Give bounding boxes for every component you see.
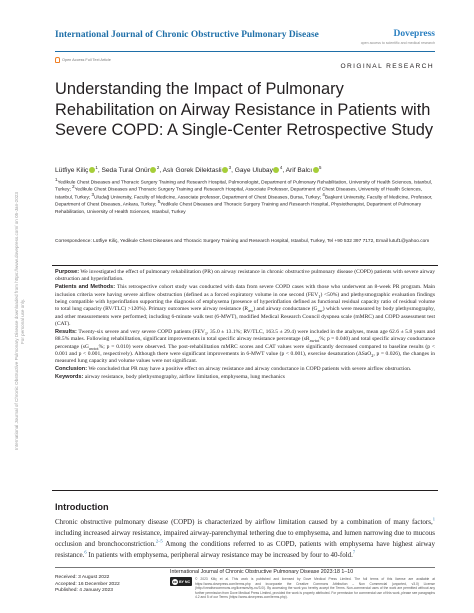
section-heading-introduction: Introduction (55, 502, 109, 512)
author-affiliation-mark: 4 (279, 164, 283, 170)
affiliation-text: Yedikule Chest Diseases and Thoracic Surgery Training and Research Hospital, Associate Professor, Department of Chest Diseases, University of Health Sciences, Istanbul, Turkey; (55, 187, 423, 201)
abstract-conclusion (55, 366, 435, 373)
citation-link[interactable]: 7 (352, 549, 356, 555)
author-affiliation-mark: 2 (156, 164, 160, 170)
citation-link[interactable]: 1 (432, 516, 435, 522)
results-text: , p = 0.026), the changes in measured lung capacity and volume values were not significant. (55, 351, 435, 365)
creative-commons-icon[interactable] (170, 577, 192, 586)
purpose-text: We investigated the effect of pulmonary rehabilitation (PR) on airway resistance in chronic obstructive pulmonary disease (COPD) patients with severe airway obstruction and hyperinflation. (55, 269, 435, 283)
affiliation-mark: 3 (91, 191, 94, 197)
citation-link[interactable]: 2–5 (155, 538, 163, 544)
introduction-text (55, 517, 435, 561)
methods-text: ) <50%) and plethysmographic evaluation findings being compatible with hyperinflation supporting the diagnosis of emphysema (presence of hyperinflation defined as functional residual capacity ratio of residual volume to total lung capacity (RV/TLC) >120%). Primary outcomes were airway resistance (R (55, 291, 435, 313)
results-text: %; p = 0.040) and total specific airway conductance percentage (sG (55, 336, 435, 350)
abstract-results (55, 329, 435, 366)
orcid-icon[interactable] (273, 167, 279, 173)
author-name[interactable]: Seda Tural Onür (101, 167, 150, 174)
abstract-purpose (55, 269, 435, 284)
abstract-keywords (55, 374, 435, 381)
subscript: awtot (88, 345, 99, 351)
subscript: 2 (371, 353, 374, 359)
affiliation-mark: 5 (157, 199, 161, 205)
author-name[interactable]: Aslı Gorek Dilektasli (162, 167, 222, 174)
affiliation-text: Uludağ University, Faculty of Medicine, Associate professor, Department of Chest Diseases, Bursa, Turkey; (93, 195, 323, 201)
subscript: 1 (318, 293, 321, 299)
subscript: aw (248, 308, 254, 314)
author-affiliation-mark: 3 (228, 164, 232, 170)
license-text: © 2023 Kiliç et al. This work is published and licensed by Dove Medical Press Limited. The full terms of this license are available at https://www.dovepress.com/terms.php and incorporate the Creative Commons Attribution – Non Commercial (unported, v3.0) License (http://creativecommons.org/licenses/by-nc/3.0/). By accessing the work you hereby accept the Terms. Non-commercial uses of the work are permitted without any further permission from Dove Medical Press Limited, provided the work is properly attributed. For permission for commercial use of this work, please see paragraphs 4.2 and 5 of our Terms (https://www.dovepress.com/terms.php). (195, 577, 435, 599)
results-text: Twenty-six severe and very severe COPD patients (FEV (76, 328, 205, 335)
subscript: awtot (309, 338, 320, 344)
published-date: Published: 4 January 2023 (55, 588, 113, 594)
methods-text: This retrospective cohort study was conducted with data from severe COPD cases with those who underwent an 8-week PR program. Main inclusion criteria were having severe airflow obstruction (defined as a forced expiratory volume in one second (FEV (55, 284, 436, 298)
affiliation-mark: 2 (72, 184, 75, 190)
conclusion-label: Conclusion: (55, 366, 88, 373)
author-name[interactable]: Gaye Ulubay (234, 167, 273, 174)
subscript: 1 (204, 330, 208, 336)
footer-divider (55, 567, 435, 568)
affiliation-text: Başkent University, Faculty of Medicine, Professor, Department of Chest Diseases, Ankara, Turkey; (55, 195, 433, 208)
side-personal-use: For personal use only. (20, 298, 25, 344)
body-text: Chronic obstructive pulmonary disease (COPD) is characterized by airflow limitation caused by a combination of many factors, (55, 518, 433, 526)
correspondence: Correspondence: Lütfiye Kiliç, Yedikule Chest Diseases and Thoracic Surgery Training and Research Hospital, Istanbul, Turkey, Tel +90 532 397 7172, Email lutuf1@yahoo.com (55, 239, 430, 244)
methods-text: ) which were measured by body plethysmography, and other measurements were performed; including 6-minute walk test (6-MWT), modified Medical Research Council dyspnea scale (mMRC) and COPD assessment test (CAT). (55, 306, 435, 328)
publisher-tagline: open access to scientific and medical research (360, 41, 435, 45)
subscript: aw (317, 308, 323, 314)
orcid-icon[interactable] (222, 167, 228, 173)
cc-terms: BY NC (178, 579, 191, 584)
cc-symbol: cc (172, 579, 177, 584)
orcid-icon[interactable] (150, 167, 156, 173)
open-access-lock-icon (55, 57, 60, 63)
author-affiliation-mark: 1 (95, 164, 98, 170)
open-access-label: Open Access Full Text Article (62, 58, 111, 62)
body-text: including increased airway resistance, impaired airway-parenchymal tethering due to emphysema, and lumen narrowing due to mucous occlusion and bronchoconstriction. (55, 529, 435, 548)
publisher-logo[interactable]: Dovepress (393, 29, 435, 39)
orcid-icon[interactable] (313, 164, 322, 173)
affiliation-mark: 4 (322, 191, 325, 197)
received-date: Received: 3 August 2022 (55, 575, 110, 580)
journal-title[interactable]: International Journal of Chronic Obstructive Pulmonary Disease (55, 30, 319, 40)
license-row (170, 577, 435, 600)
side-download-note: International Journal of Chronic Obstructive Pulmonary Disease downloaded from https://www.dovepress.com/ on 05-Jan-2023 (14, 192, 19, 450)
author-name[interactable]: Lütfiye Kiliç (55, 167, 89, 174)
article-type-label: ORIGINAL RESEARCH (340, 63, 434, 70)
results-text: %; p = 0.010) were observed. The post-rehabilitation mMRC scores and CAT values were significantly decreased compared to baseline results (p < 0.001 and p < 0.001, respectively). Although there were significant improvements in 6-MWT value (p < 0.001), exercise desaturation (ΔSaO (55, 343, 435, 358)
affiliation-text: Yedikule Chest Diseases and Thoracic Surgery Training and Research Hospital, Physiotherapist, Department of Pulmonary Rehabilitation, University of Health Sciences, Istanbul, Turkey (55, 202, 422, 215)
body-text: Among the conditions referred to as COPD, patients with emphysema have highest airway resistance. (55, 540, 435, 559)
orcid-icon[interactable] (89, 164, 98, 173)
publication-dates (55, 575, 120, 595)
footer-citation (170, 569, 435, 600)
affiliations (55, 177, 435, 216)
accepted-date: Accepted: 16 December 2022 (55, 581, 120, 587)
results-label: Results: (55, 328, 77, 335)
keywords-label: Keywords: (55, 373, 84, 380)
methods-text: ) and airway conductance (G (253, 306, 318, 313)
author-name[interactable]: Arif Balcı (285, 167, 313, 174)
author-affiliation-mark: 5 (319, 164, 322, 170)
conclusion-text: We concluded that PR may have a positive effect on airway resistance and airway conductance in COPD patients with severe airflow obstruction. (87, 366, 412, 373)
abstract-methods (55, 284, 435, 328)
open-access-badge (55, 57, 111, 63)
header-divider (55, 51, 435, 52)
abstract (55, 269, 435, 382)
keywords-text: airway resistance, body plethysmography, airflow limitation, emphysema, lung mechanics (83, 373, 285, 380)
methods-label: Patients and Methods: (55, 284, 116, 291)
journal-reference[interactable]: International Journal of Chronic Obstructive Pulmonary Disease 2023:18 1–10 (170, 569, 354, 575)
purpose-label: Purpose: (55, 269, 80, 275)
citation-link[interactable]: 6 (84, 549, 87, 555)
results-text: , 35.0 ± 13.1%; RV/TLC, 163.5 ± 29.4) were included in the analyses, mean age 62.6 ± 5.8 years and 88.5% males. Following rehabilitation, significant improvements in total specific airway resistance percentage (sR (55, 328, 435, 343)
affiliation-text: Yedikule Chest Diseases and Thoracic Surgery Training and Research Hospital, Pulmonologist, Department of Pulmonary Rehabilitation, University of Health Sciences, Istanbul, Turkey; (55, 180, 433, 193)
journal-header (55, 30, 435, 56)
body-text: In patients with emphysema, peripheral airway resistance may be increased by four to 40-fold. (86, 551, 353, 559)
affiliation-mark: 1 (55, 177, 58, 182)
author-list: Lütfiye Kiliç $^1$, Seda Tural Onür $^2$, Aslı Gorek Dilektasli $^3$, Gaye Ulubay $^4$, Arif Balcı $^5$ (55, 164, 322, 174)
article-title: Understanding the Impact of Pulmonary Rehabilitation on Airway Resistance in Patients with Severe COPD: A Single-Center Retrospective Study (55, 80, 434, 139)
